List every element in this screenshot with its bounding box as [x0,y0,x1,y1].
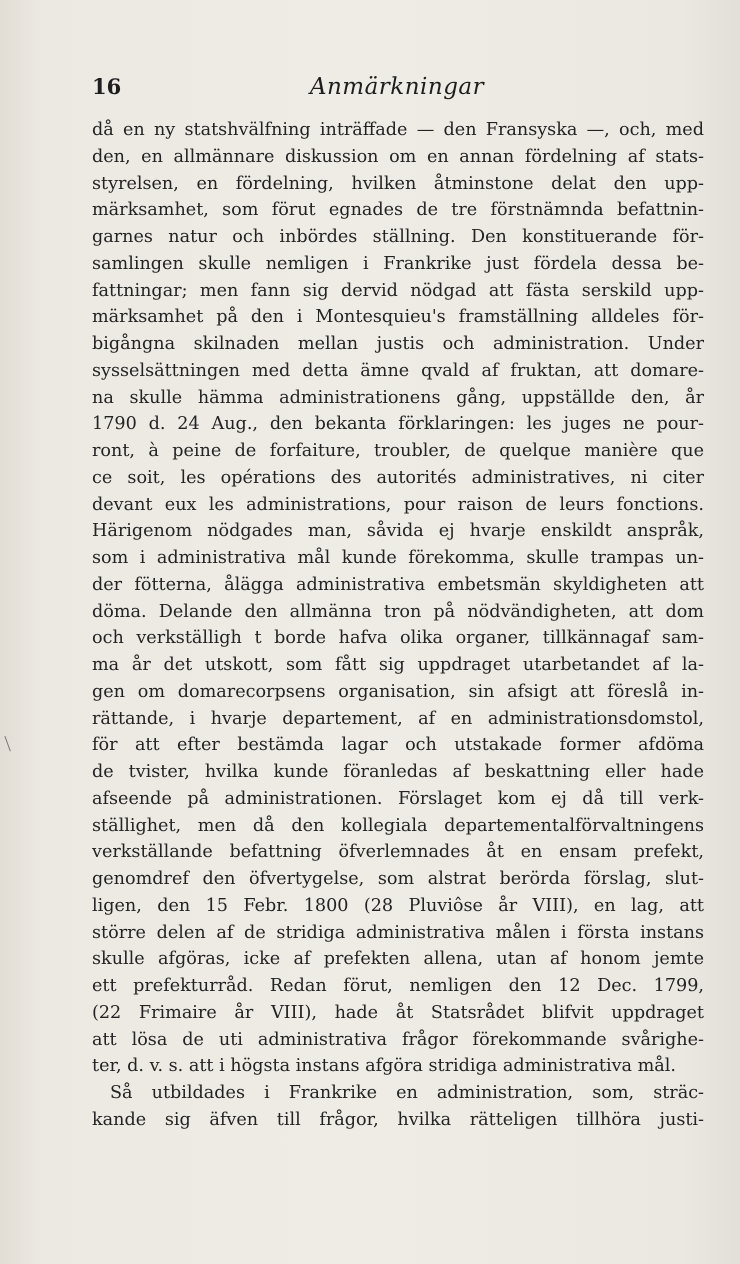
text-line: gen om domarecorpsens organisation, sin afsigt att föreslå in- [92,681,704,702]
margin-mark [4,735,14,752]
text-line: Så utbildades i Frankrike en administration, som, sträc- [110,1083,704,1103]
text-line: afseende på administrationen. Förslaget kom ej då till verk- [92,788,704,809]
text-line: der fötterna, ålägga administrativa embetsmän skyldigheten att [92,574,704,595]
text-line: att lösa de uti administrativa frågor förekommande svårighe- [92,1029,704,1050]
text-line: styrelsen, en fördelning, hvilken åtminstone delat den upp- [92,173,704,194]
text-line: ligen, den 15 Febr. 1800 (28 Pluviôse år VIII), en lag, att [92,895,704,916]
text-line: då en ny statshvälfning inträffade — den Fransyska —, och, med [92,120,704,140]
text-line: verkställande befattning öfverlemnades åt en ensam prefekt, [92,842,704,863]
text-line: samlingen skulle nemligen i Frankrike just fördela dessa be- [92,253,704,274]
text-line: ter, d. v. s. att i högsta instans afgöra stridiga administrativa mål. [92,1056,676,1077]
text-line: ront, à peine de forfaiture, troubler, de quelque manière que [92,441,704,461]
text-line: fattningar; men fann sig dervid nödgad att fästa serskild upp- [92,280,704,301]
text-line: garnes natur och inbördes ställning. Den konstituerande för- [92,227,704,247]
text-line: märksamhet, som förut egnades de tre förstnämnda befattnin- [92,200,704,221]
text-line: rättande, i hvarje departement, af en administrationsdomstol, [92,708,704,729]
body-text [92,117,704,1134]
text-line: devant eux les administrations, pour raison de leurs fonctions. [92,494,704,515]
text-line: märksamhet på den i Montesquieu's framställning alldeles för- [92,307,704,328]
text-line: som i administrativa mål kunde förekomma, skulle trampas un- [92,548,704,568]
text-line: de tvister, hvilka kunde föranledas af beskattning eller hade [92,762,704,782]
text-line: sysselsättningen med detta ämne qvald af fruktan, att domare- [92,360,704,381]
page-number: 16 [92,74,122,99]
text-line: genomdref den öfvertygelse, som alstrat berörda förslag, slut- [92,869,704,889]
text-line: na skulle hämma administrationens gång, uppställde den, år [92,387,704,408]
running-head [92,74,712,104]
text-line: och verkställigh t borde hafva olika organer, tillkännagaf sam- [92,628,704,649]
running-title: Anmärkningar [309,74,485,100]
text-line: 1790 d. 24 Aug., den bekanta förklaringen: les juges ne pour- [92,414,704,435]
text-line: skulle afgöras, icke af prefekten allena, utan af honom jemte [92,949,704,970]
text-line: ett prefekturråd. Redan förut, nemligen den 12 Dec. 1799, [92,976,704,996]
text-line: kande sig äfven till frågor, hvilka rätteligen tillhöra justi- [92,1109,704,1130]
text-line: ce soit, les opérations des autorités administratives, ni citer [92,467,704,488]
text-line: ställighet, men då den kollegiala departementalförvaltningens [92,815,704,836]
text-line: den, en allmännare diskussion om en annan fördelning af stats- [92,146,704,167]
text-line: större delen af de stridiga administrativa målen i första instans [92,922,704,943]
text-line: bigångna skilnaden mellan justis och administration. Under [92,334,704,354]
text-line: för att efter bestämda lagar och utstakade former afdöma [92,735,704,756]
text-line: ma år det utskott, som fått sig uppdraget utarbetandet af la- [92,655,704,675]
text-line: Härigenom nödgades man, såvida ej hvarje enskildt anspråk, [92,521,704,542]
text-line: (22 Frimaire år VIII), hade åt Statsrådet blifvit uppdraget [92,1002,704,1023]
text-line: döma. Delande den allmänna tron på nödvändigheten, att dom [92,601,704,622]
